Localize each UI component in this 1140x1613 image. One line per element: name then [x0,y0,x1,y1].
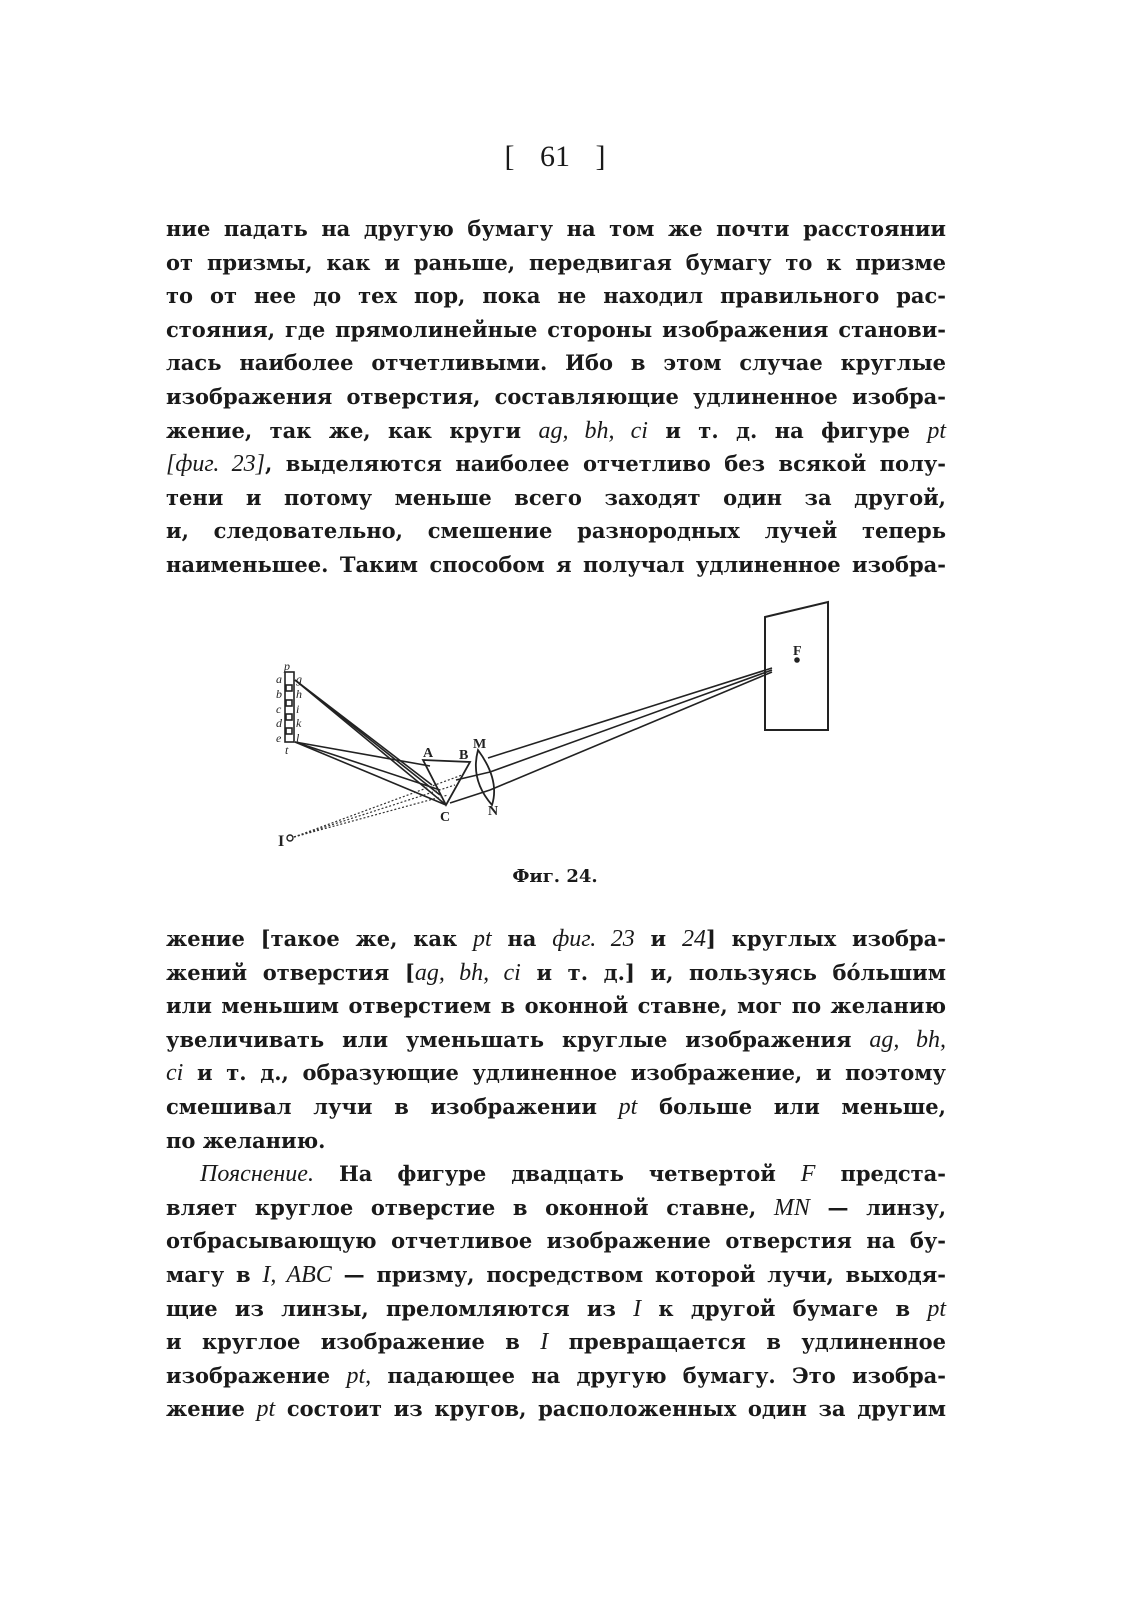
label-A: A [423,746,434,761]
text-segment: падающее на другую бумагу. Это изобра- [371,1362,947,1388]
text-line [166,380,946,414]
label-e: e [276,731,282,745]
label-p: p [284,659,290,673]
text-segment: — призму, посредством которой лучи, выходя- [331,1261,946,1287]
text-line [166,212,946,246]
text-line [166,1258,946,1292]
text-line [166,1224,946,1258]
text-segment: изображения отверстия, составляющие удлиненное изобра- [166,383,946,409]
italic-text: ag, bh, ci [414,959,521,986]
text-segment: состоит из кругов, расположенных один за другим [275,1396,947,1422]
italic-text: pt [927,417,947,444]
text-segment: тени и потому меньше всего заходят один за другой, [166,484,946,510]
text-segment: наименьшее. Таким способом я получал удлиненное изобра- [166,551,946,577]
window-shutter [765,602,828,730]
italic-text: pt, [346,1362,372,1389]
italic-text: MN [773,1194,810,1221]
label-h: h [296,687,302,701]
text-segment: больше или меньше, [637,1093,946,1119]
text-segment: и круглое изображение в [166,1329,541,1355]
text-line [166,1191,946,1225]
paragraph-text [166,922,946,1426]
text-line [166,1056,946,1090]
text-segment: щие из линзы, преломляются из [166,1295,634,1321]
text-segment: стояния, где прямолинейные стороны изображения станови- [166,316,946,342]
text-line [166,1157,946,1191]
text-line [166,481,946,515]
label-N: N [488,804,499,819]
text-segment: от призмы, как и раньше, передвигая бумагу то к призме [166,249,946,275]
text-line [166,514,946,548]
italic-text: 24 [681,926,706,952]
figure-24-prism-diagram [0,590,1140,870]
text-line [166,313,946,347]
label-c: c [276,702,282,716]
label-a: a [276,672,282,686]
text-segment: магу в [166,1261,263,1287]
label-b: b [276,687,282,701]
label-t: t [285,743,289,757]
text-segment: вляет круглое отверстие в оконной ставне, [166,1194,774,1220]
text-segment: предста- [815,1161,946,1187]
label-F: F [793,644,802,659]
text-segment: и т. д. на фигуре [647,417,928,443]
text-segment: отбрасывающую отчетливое изображение отверстия на бу- [166,1228,946,1254]
text-line [166,922,946,956]
italic-text: pt [256,1396,276,1423]
label-k: k [296,716,302,730]
text-line [166,279,946,313]
text-line [166,1325,946,1359]
label-M: M [473,737,487,752]
text-line [166,956,946,990]
text-segment: и т. д., образующие удлиненное изображение, и поэтому [183,1060,946,1086]
text-line [166,1023,946,1057]
italic-text: pt [618,1093,638,1120]
text-segment: то от нее до тех пор, пока не находил правильного рас- [166,283,946,309]
text-segment: — линзу, [809,1194,947,1220]
text-segment: лась наиболее отчетливыми. Ибо в этом случае круглые [166,350,946,376]
text-segment: жений отверстия [ [166,959,415,985]
text-segment: , выделяются наиболее отчетливо без всякой полу- [264,451,946,477]
text-segment: жение [такое же, как [166,926,473,951]
text-segment: жение, так же, как круги [166,417,539,443]
label-i: i [296,702,300,716]
figure-caption: Фиг. 24. [512,866,598,887]
label-B: B [459,748,469,763]
text-line [166,246,946,280]
text-segment: увеличивать или уменьшать круглые изображения [166,1026,870,1052]
text-line [166,1090,946,1124]
label-d: d [276,716,282,730]
text-line [166,989,946,1023]
label-C: C [440,810,451,825]
text-line [166,1292,946,1326]
text-line [166,1392,946,1426]
lens-MN [476,750,494,805]
italic-text: ci [166,1060,184,1087]
text-segment: ние падать на другую бумагу на том же почти расстоянии [166,216,946,241]
label-l: l [296,731,300,745]
italic-text: I, ABC [262,1261,332,1288]
italic-text: Пояснение. [200,1161,314,1188]
text-segment: превращается в удлиненное [548,1329,946,1355]
label-I: I [278,833,285,850]
text-segment: На фигуре двадцать четвертой [313,1161,801,1187]
text-segment: и, следовательно, смешение разнородных лучей теперь [166,518,946,544]
text-line [166,447,946,481]
italic-text: F [800,1161,816,1188]
italic-text: [фиг. 23] [166,451,265,478]
text-line [166,548,946,582]
text-segment: и т. д.] и, пользуясь бóльшим [520,959,946,985]
page-number: [ 61 ] [504,140,606,173]
italic-text: pt [472,926,492,952]
text-segment: изображение [166,1362,347,1388]
text-line [166,1359,946,1393]
italic-text: ag, bh, [869,1026,947,1053]
text-segment: и [634,926,682,951]
italic-text: I [540,1329,549,1356]
text-line [166,346,946,380]
text-segment: жение [166,1396,257,1422]
text-segment: смешивал лучи в изображении [166,1093,619,1119]
text-line [166,414,946,448]
paragraph-continued [166,212,946,582]
text-segment: к другой бумаге в [641,1295,928,1321]
text-segment: или меньшим отверстием в оконной ставне, мог по желанию [166,993,946,1019]
italic-text: pt [927,1295,946,1322]
text-segment: по желанию. [166,1127,326,1153]
text-segment: ] круглых изобра- [705,926,946,951]
italic-text: фиг. 23 [552,926,635,952]
italic-text: I [633,1295,642,1322]
label-g: g [296,672,302,686]
italic-text: ag, bh, ci [538,417,648,444]
text-segment: на [491,926,553,951]
text-line [166,1124,946,1158]
